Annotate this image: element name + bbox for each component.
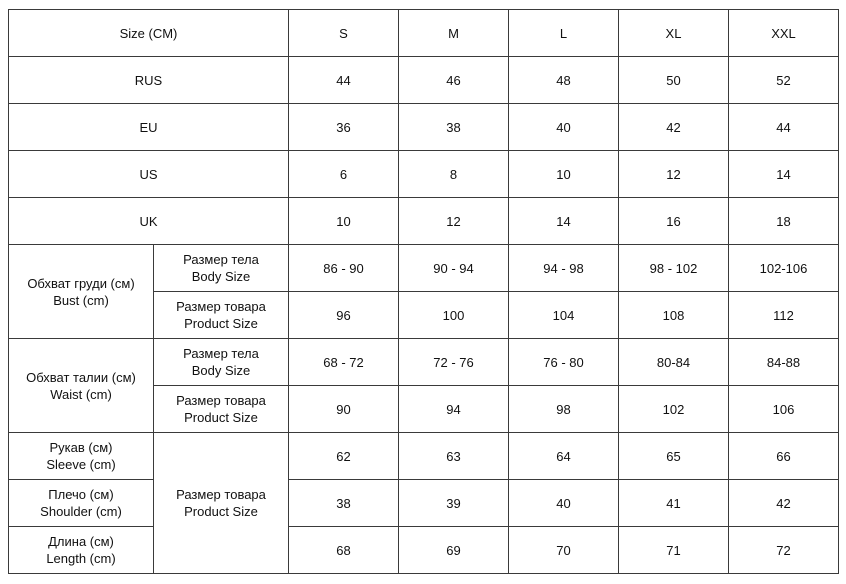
table-cell: 80-84 [619,339,729,386]
table-cell: 40 [509,480,619,527]
garment-product-size-label [154,433,289,574]
table-cell: 10 [289,198,399,245]
table-cell: 69 [399,527,509,574]
waist-label-ru: Обхват талии (см) [26,369,136,385]
table-row [9,480,839,527]
length-label-en: Length (cm) [46,551,116,566]
table-cell: 98 [509,386,619,433]
product-size-label-ru: Размер товара [176,393,266,408]
row-label-sleeve [9,433,154,480]
length-label-ru: Длина (см) [48,534,114,549]
bust-product-size-label [154,292,289,339]
size-header-m: M [399,10,509,57]
sleeve-label-ru: Рукав (см) [49,440,113,455]
bust-label-en: Bust (cm) [53,292,109,308]
waist-product-size-label [154,386,289,433]
row-label-length [9,527,154,574]
table-row [9,339,839,386]
table-cell: 71 [619,527,729,574]
table-cell: 65 [619,433,729,480]
table-cell: 112 [729,292,839,339]
table-cell: 68 [289,527,399,574]
body-size-label-ru: Размер тела [183,252,259,267]
product-size-label-en: Product Size [184,504,258,519]
table-cell: 102 [619,386,729,433]
shoulder-label-ru: Плечо (см) [48,487,114,502]
size-header-l: L [509,10,619,57]
table-row [9,433,839,480]
waist-body-size-label [154,339,289,386]
table-cell: 8 [399,151,509,198]
size-header-xxl: XXL [729,10,839,57]
row-label-eu: EU [9,104,289,151]
table-cell: 14 [729,151,839,198]
sleeve-label-en: Sleeve (cm) [46,457,116,472]
table-cell: 84-88 [729,339,839,386]
product-size-label-en: Product Size [184,316,258,331]
table-cell: 90 [289,386,399,433]
table-cell: 12 [399,198,509,245]
waist-label-en: Waist (cm) [50,386,112,402]
body-size-label-en: Body Size [191,363,251,378]
table-cell: 90 - 94 [399,245,509,292]
body-size-label-ru: Размер тела [183,346,259,361]
table-cell: 44 [729,104,839,151]
body-size-label-en: Body Size [191,269,251,284]
product-size-label-en: Product Size [184,410,258,425]
table-cell: 98 - 102 [619,245,729,292]
table-cell: 94 - 98 [509,245,619,292]
table-cell: 94 [399,386,509,433]
table-cell: 12 [619,151,729,198]
table-row [9,527,839,574]
product-size-label-ru: Размер товара [176,299,266,314]
table-cell: 76 - 80 [509,339,619,386]
header-row [9,10,839,57]
row-label-uk: UK [9,198,289,245]
row-label-waist [9,339,154,433]
table-cell: 104 [509,292,619,339]
table-cell: 6 [289,151,399,198]
table-cell: 52 [729,57,839,104]
table-cell: 68 - 72 [289,339,399,386]
table-cell: 42 [619,104,729,151]
bust-body-size-label [154,245,289,292]
table-cell: 41 [619,480,729,527]
table-row [9,104,839,151]
table-row [9,151,839,198]
table-cell: 14 [509,198,619,245]
product-size-label-ru: Размер товара [176,487,266,502]
row-label-bust [9,245,154,339]
table-row [9,245,839,292]
table-cell: 96 [289,292,399,339]
table-cell: 42 [729,480,839,527]
table-cell: 48 [509,57,619,104]
table-cell: 102-106 [729,245,839,292]
table-cell: 72 - 76 [399,339,509,386]
table-cell: 108 [619,292,729,339]
row-label-shoulder [9,480,154,527]
table-cell: 18 [729,198,839,245]
size-header-label: Size (CM) [9,10,289,57]
table-cell: 100 [399,292,509,339]
table-cell: 64 [509,433,619,480]
table-cell: 44 [289,57,399,104]
table-cell: 106 [729,386,839,433]
table-cell: 62 [289,433,399,480]
table-cell: 46 [399,57,509,104]
table-cell: 70 [509,527,619,574]
table-cell: 50 [619,57,729,104]
size-header-xl: XL [619,10,729,57]
table-cell: 66 [729,433,839,480]
shoulder-label-en: Shoulder (cm) [40,504,122,519]
table-cell: 40 [509,104,619,151]
size-chart-table [8,9,839,574]
table-row [9,198,839,245]
table-cell: 63 [399,433,509,480]
table-cell: 16 [619,198,729,245]
row-label-us: US [9,151,289,198]
table-cell: 86 - 90 [289,245,399,292]
table-cell: 39 [399,480,509,527]
bust-label-ru: Обхват груди (см) [27,275,135,291]
table-cell: 38 [399,104,509,151]
table-cell: 72 [729,527,839,574]
table-cell: 36 [289,104,399,151]
table-cell: 38 [289,480,399,527]
size-header-s: S [289,10,399,57]
table-row [9,57,839,104]
table-cell: 10 [509,151,619,198]
row-label-rus: RUS [9,57,289,104]
